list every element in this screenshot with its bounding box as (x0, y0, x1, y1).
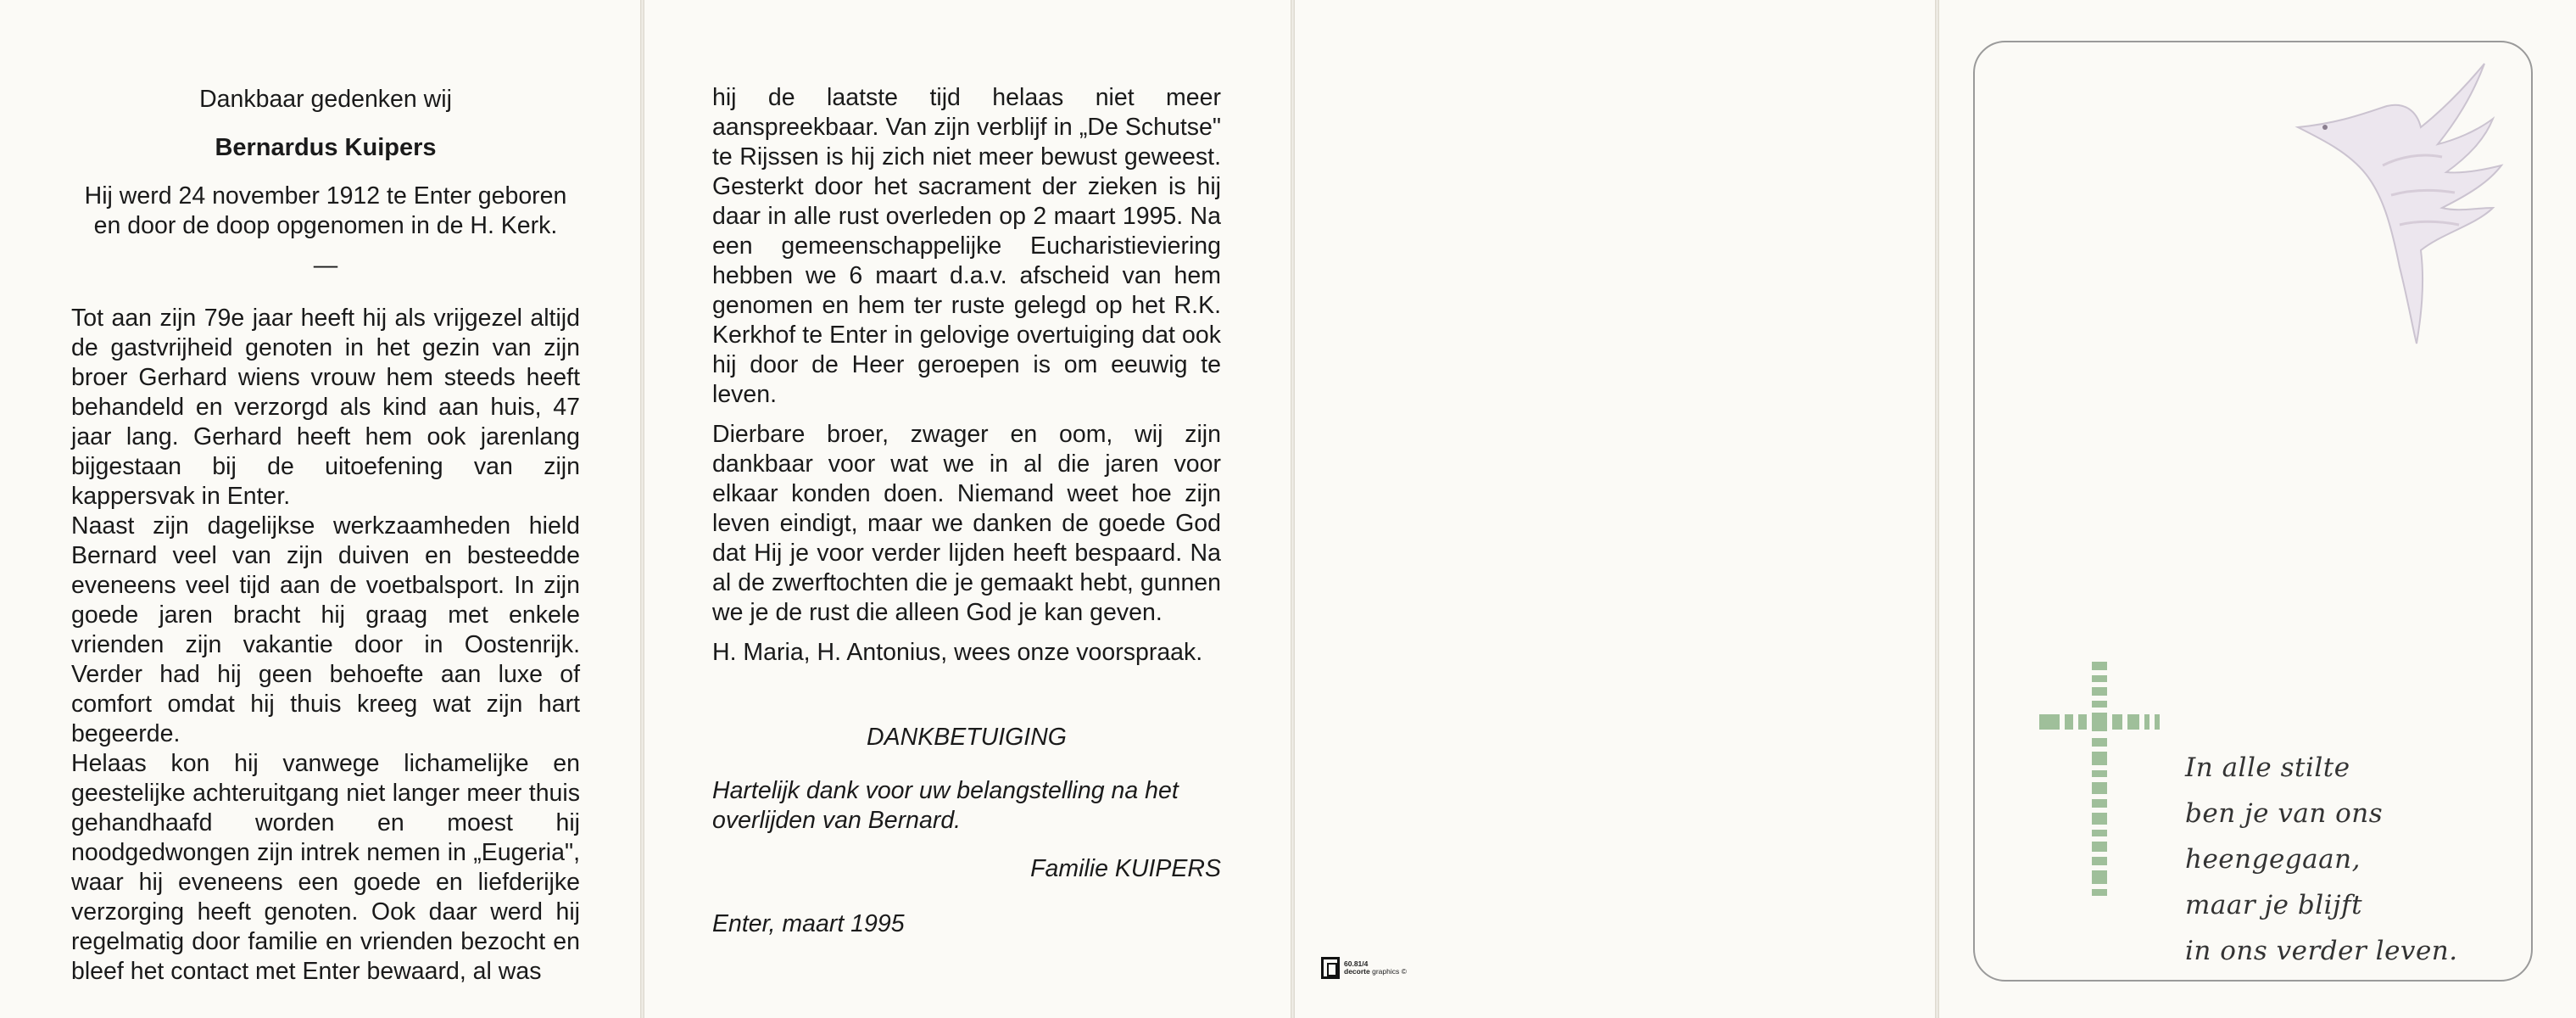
paragraph: Tot aan zijn 79e jaar heeft hij als vrijgezel altijd de gastvrijheid genoten in het gezin van zijn broer Gerhard wiens vrouw hem steeds heeft behandeld en verzorgd als kind aan huis, 47 jaar lang. Gerhard heeft hem ook jarenlang bijgestaan bij de uitoefening van zijn kappersvak in Enter. (71, 305, 580, 510)
poem (2185, 745, 2541, 974)
heading: Dankbaar gedenken wij (199, 86, 452, 113)
poem-line: in ons verder leven. (2185, 936, 2458, 966)
biography-part-1 (71, 304, 580, 987)
printer-logo-icon (1321, 957, 1340, 979)
logo-code: 60.81/4 (1344, 959, 1369, 968)
paragraph: Naast zijn dagelijkse werkzaamheden hield Bernard veel van zijn duiven en besteedde eveneens veel tijd aan de voetbalsport. In zijn goede jaren bracht hij graag met enkele vrienden zijn vakantie door in Oostenrijk. Verder had hij geen behoefte aan luxe of comfort omdat hij thuis kreeg wat zijn hart begeerde. (71, 512, 580, 747)
paragraph: Dierbare broer, zwager en oom, wij zijn dankbaar voor wat we in al die jaren voor elkaar konden doen. Niemand weet hoe zijn leven eindigt, maar we danken de goede God dat Hij je voor verder lijden heeft bespaard. Na al de zwerftochten die je gemaakt hebt, gunnen we je de rust die alleen God je kan geven. (712, 421, 1221, 626)
memorial-card-panel-left (0, 0, 640, 1018)
paragraph: Helaas kon hij vanwege lichamelijke en geestelijke achteruitgang niet langer meer thuis gehandhaafd worden en moest hij noodgedwongen zijn intrek nemen in „Eugeria", waar hij eveneens een goede en liefderijke verzorging heeft genoten. Ook daar werd hij regelmatig door familie en vrienden bezocht en bleef het contact met Enter bewaard, al was (71, 750, 580, 985)
memorial-card-panel-blank (1295, 0, 1935, 1018)
deceased-name: Bernardus Kuipers (215, 134, 437, 161)
birth-text: Hij werd 24 november 1912 te Enter geboren en door de doop opgenomen in de H. Kerk. (84, 182, 567, 239)
place-date: Enter, maart 1995 (712, 910, 905, 937)
family-signature: Familie KUIPERS (1030, 855, 1221, 882)
printer-logo (1321, 957, 1407, 979)
separator: — (313, 252, 338, 279)
poem-line: ben je van ons heengegaan, (2185, 798, 2384, 875)
logo-text: decorte (1344, 967, 1370, 976)
thanks-title: DANKBETUIGING (867, 724, 1067, 751)
prayer-line: H. Maria, H. Antonius, wees onze voorspraak. (712, 639, 1203, 666)
biography-part-2 (712, 83, 1221, 678)
intro-block (71, 85, 580, 291)
poem-line: maar je blijft (2185, 890, 2363, 920)
dove-icon (2272, 47, 2527, 352)
logo-suffix: graphics © (1372, 967, 1407, 976)
thanks-message: Hartelijk dank voor uw belangstelling na het overlijden van Bernard. (712, 777, 1179, 834)
cross-icon (2039, 662, 2175, 916)
paragraph: hij de laatste tijd helaas niet meer aanspreekbaar. Van zijn verblijf in „De Schutse" te Rijssen is hij zich niet meer bewust geweest. Gesterkt door het sacrament der zieken is hij daar in alle rust overleden op 2 maart 1995. Na een gemeenschappelijke Eucharistieviering hebben we 6 maart d.a.v. afscheid van hem genomen en hem ter ruste gelegd op het R.K. Kerkhof te Enter in gelovige overtuiging dat ook hij door de Heer geroepen is om eeuwig te leven. (712, 84, 1221, 408)
poem-line: In alle stilte (2185, 752, 2350, 783)
thanks-block (712, 723, 1221, 939)
